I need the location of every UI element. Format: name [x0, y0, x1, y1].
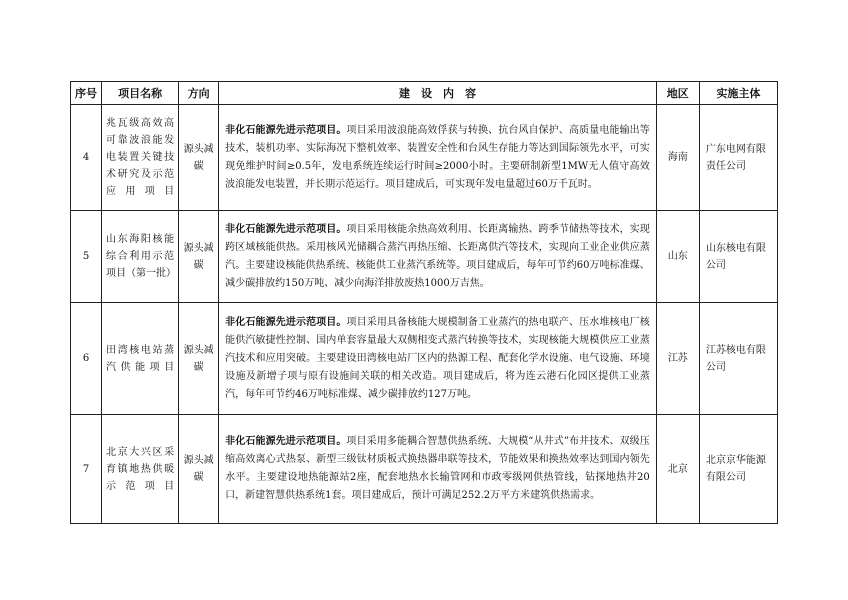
- row-region: 北京: [656, 415, 699, 524]
- table-row: [71, 105, 778, 211]
- row-content-lead: 非化石能源先进示范项目。: [225, 124, 347, 136]
- row-project-name: 田湾核电站蒸汽供能项目: [102, 303, 179, 415]
- row-region: 海南: [656, 105, 699, 211]
- row-project-name: 兆瓦级高效高可靠波浪能发电装置关键技术研究及示范应用项目: [102, 105, 179, 211]
- header-org: 实施主体: [699, 82, 777, 105]
- row-project-name: 山东海阳核能综合利用示范项目（第一批）: [102, 211, 179, 303]
- row-content-body: 项目采用波浪能高效俘获与转换、抗台风自保护、高质量电能输出等技术，装机功率、实际海况下整机效率、装置安全性和台风生存能力等达到国际领先水平，可实现免维护时间≥0.5年，发电系统连续运行时间≥2000小时。主要研制新型1MW无人值守高效波浪能发电装置，并长期示范运行。项目建成后，可实现年发电量超过60万千瓦时。: [225, 124, 650, 190]
- header-content: 建 设 内 容: [219, 82, 657, 105]
- row-content: [219, 211, 657, 303]
- row-content-lead: 非化石能源先进示范项目。: [225, 436, 347, 447]
- row-no: 4: [71, 105, 102, 211]
- row-no: 7: [71, 415, 102, 524]
- row-region: 山东: [656, 211, 699, 303]
- row-org: 北京京华能源有限公司: [699, 415, 777, 524]
- table-row: [71, 303, 778, 415]
- table-header-row: [71, 82, 778, 105]
- row-org: 江苏核电有限公司: [699, 303, 777, 415]
- row-org: 山东核电有限公司: [699, 211, 777, 303]
- table-row: [71, 415, 778, 524]
- row-content: [219, 105, 657, 211]
- row-org: 广东电网有限责任公司: [699, 105, 777, 211]
- row-direction: 源头减碳: [179, 415, 219, 524]
- row-no: 5: [71, 211, 102, 303]
- row-content: [219, 415, 657, 524]
- table-row: [71, 211, 778, 303]
- row-project-name: 北京大兴区采育镇地热供暖示范项目: [102, 415, 179, 524]
- header-region: 地区: [656, 82, 699, 105]
- row-direction: 源头减碳: [179, 211, 219, 303]
- header-name: 项目名称: [102, 82, 179, 105]
- row-content: [219, 303, 657, 415]
- row-no: 6: [71, 303, 102, 415]
- header-no: 序号: [71, 82, 102, 105]
- row-content-lead: 非化石能源先进示范项目。: [225, 316, 347, 328]
- row-content-body: 项目采用多能耦合智慧供热系统、大规模“从井式”布井技术、双级压缩高效离心式热泵、新型三级钛材质板式换热器串联等技术，节能效果和换热效率达到国内领先水平。主要建设地热能源站2座，配套地热水长输管网和市政零级网供热管线，钻探地热井20口，新建智慧供热系统1套。项目建成后，预计可满足252.2万平方米建筑供热需求。: [225, 436, 650, 501]
- row-content-lead: 非化石能源先进示范项目。: [225, 223, 347, 235]
- row-region: 江苏: [656, 303, 699, 415]
- row-direction: 源头减碳: [179, 105, 219, 211]
- header-direction: 方向: [179, 82, 219, 105]
- row-content-body: 项目采用核能余热高效利用、长距离输热、跨季节储热等技术，实现跨区域核能供热。采用核风光储耦合蒸汽再热压缩、长距离供汽等技术，实现向工业企业供应蒸汽。主要建设核能供热系统、核能供工业蒸汽系统等。项目建成后，每年可节约60万吨标准煤、减少碳排放约150万吨、减少向海洋排放废热1000万吉焦。: [225, 223, 650, 289]
- projects-table: [70, 81, 778, 524]
- row-direction: 源头减碳: [179, 303, 219, 415]
- row-content-body: 项目采用具备核能大规模制备工业蒸汽的热电联产、压水堆核电厂核能供汽敏捷性控制、国内单套容量最大双侧相变式蒸汽转换等技术，实现核能大规模供应工业蒸汽技术和应用突破。主要建设田湾核电站厂区内的热源工程、配套化学水设施、电气设施、环境设施及新增子项与原有设施间关联的相关改造。项目建成后，将为连云港石化园区提供工业蒸汽，每年可节约46万吨标准煤、减少碳排放约127万吨。: [225, 316, 650, 400]
